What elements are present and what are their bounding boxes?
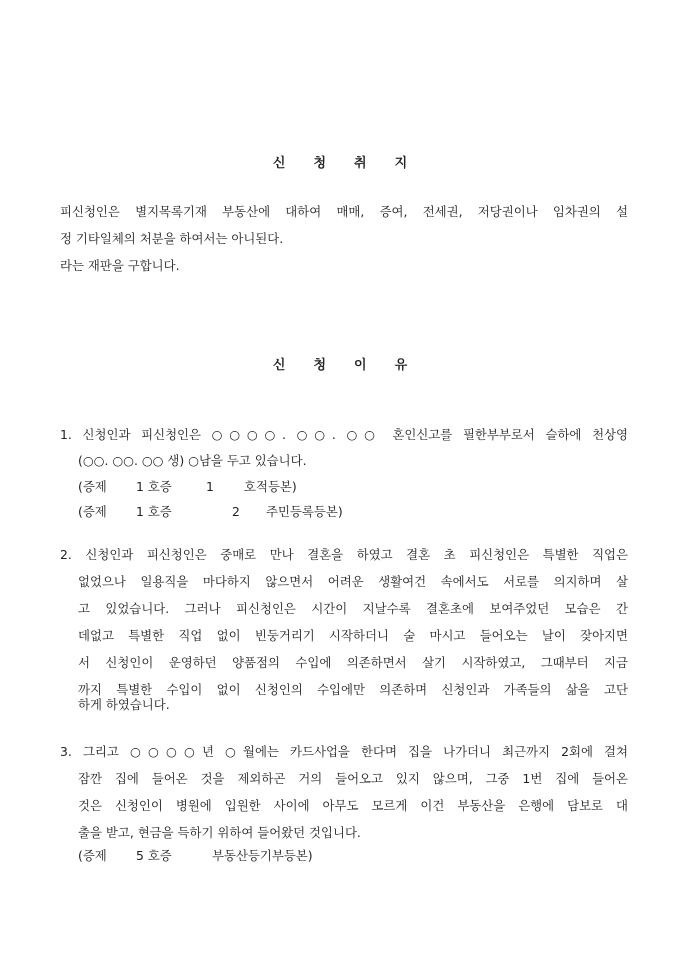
reasons-heading-char: 청 (313, 358, 326, 373)
purpose-heading (0, 152, 680, 171)
reasons-heading-char: 신 (272, 358, 286, 373)
purpose-heading-char: 지 (394, 156, 408, 171)
reason-2-line: 까지 특별한 수입이 없이 신청인의 수입에만 의존하며 신청인과 가족들의 삶을 고단 (78, 682, 628, 697)
evidence-index: 2 (232, 504, 240, 519)
reason-1-line: 1. 신청인과 피신청인은 ○○○○. ○○. ○○ 혼인신고를 필한부부로서 슬하에 천상영 (60, 427, 628, 442)
evidence-index: 1 (206, 479, 214, 494)
reason-2-line: 서 신청인이 운영하던 양품점의 수입에 의존하면서 살기 시작하였고, 그때부터 지금 (78, 655, 628, 670)
reason-3-line: 출을 받고, 현금을 득하기 위하여 들어왔던 것입니다. (78, 825, 361, 840)
reasons-heading (0, 354, 680, 373)
reasons-heading-char: 유 (394, 358, 408, 373)
evidence-document: 부동산등기부등본) (212, 848, 313, 863)
evidence-label: (증제 (78, 504, 107, 519)
purpose-line: 정 기타일체의 처분을 하여서는 아니된다. (60, 231, 284, 246)
evidence-number: 1 호증 (136, 479, 172, 494)
reason-2-line: 고 있었습니다. 그러나 피신청인은 시간이 지날수록 결혼초에 보여주었던 모습은 간 (78, 601, 628, 616)
evidence-line (78, 848, 313, 864)
reason-2-line: 2. 신청인과 피신청인은 중매로 만나 결혼을 하였고 결혼 초 피신청인은 특별한 직업은 (60, 547, 628, 562)
evidence-line (78, 504, 343, 520)
evidence-label: (증제 (78, 479, 107, 494)
reason-1-line: (○○. ○○. ○○ 생) ○남을 두고 있습니다. (78, 453, 307, 468)
evidence-number: 5 호증 (136, 848, 172, 863)
reason-3-line: 잠깐 집에 들어온 것을 제외하곤 거의 들어오고 있지 않으며, 그중 1번 집에 들어온 (78, 771, 628, 786)
purpose-line: 피신청인은 별지목록기재 부동산에 대하여 매매, 증여, 전세권, 저당권이나 임차권의 설 (60, 204, 628, 219)
reasons-heading-char: 이 (354, 358, 367, 373)
reason-3-line: 3. 그리고 ○○○○년 ○월에는 카드사업을 한다며 집을 나가더니 최근까지 2회에 걸쳐 (60, 744, 628, 759)
purpose-heading-char: 신 (272, 156, 286, 171)
purpose-heading-char: 취 (354, 156, 367, 171)
evidence-line (78, 479, 297, 495)
purpose-heading-char: 청 (313, 156, 326, 171)
reason-3-line: 것은 신청인이 병원에 입원한 사이에 아무도 모르게 이건 부동산을 은행에 담보로 대 (78, 798, 628, 813)
evidence-document: 주민등록등본) (266, 504, 343, 519)
reason-2-line: 없었으나 일용직을 마다하지 않으면서 어려운 생활여건 속에서도 서로를 의지하며 살 (78, 574, 628, 589)
reason-2-line: 데없고 특별한 직업 없이 빈둥거리기 시작하더니 술 마시고 들어오는 날이 잦아지면 (78, 628, 628, 643)
purpose-line: 라는 재판을 구합니다. (60, 258, 180, 273)
evidence-number: 1 호증 (136, 504, 172, 519)
evidence-label: (증제 (78, 848, 107, 863)
reason-2-line: 하게 하였습니다. (78, 697, 170, 712)
evidence-document: 호적등본) (244, 479, 297, 494)
